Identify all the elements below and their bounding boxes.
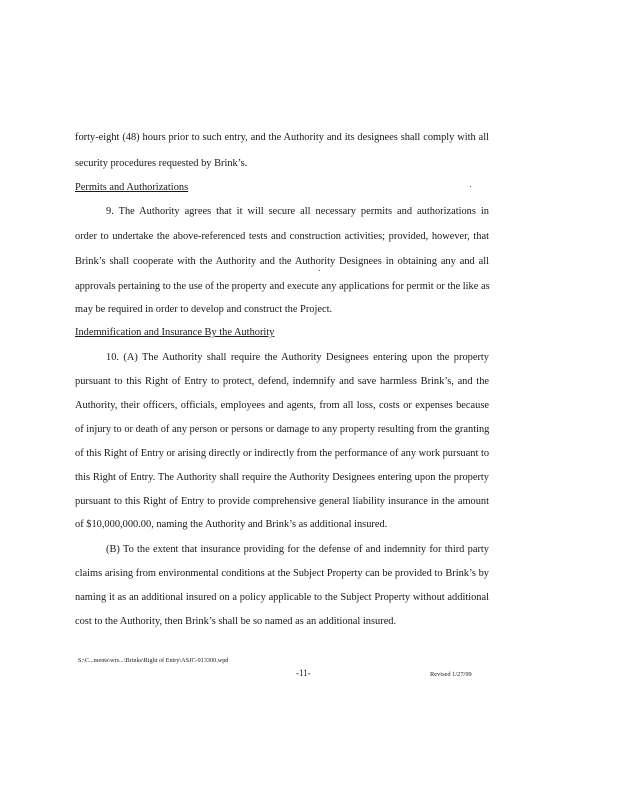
body-line: order to undertake the above-referenced tests and construction activities; provided, however, that (75, 231, 489, 242)
body-line: pursuant to this Right of Entry to protect, defend, indemnify and save harmless Brink’s, and the (75, 376, 489, 387)
body-line: (B) To the extent that insurance providing for the defense of and indemnity for third party (106, 544, 489, 555)
body-line: Brink’s shall cooperate with the Authority and the Authority Designees in obtaining any and all (75, 256, 489, 267)
section-heading-permits: Permits and Authorizations (75, 182, 189, 193)
body-line: may be required in order to develop and construct the Project. (75, 304, 333, 315)
body-line: of injury to or death of any person or persons or damage to any property resulting from the granting (75, 424, 490, 435)
body-line: approvals pertaining to the use of the property and execute any applications for permit or the like as (75, 281, 490, 292)
body-line: of this Right of Entry or arising directly or indirectly from the performance of any work pursuant to (75, 448, 490, 459)
body-line: claims arising from environmental conditions at the Subject Property can be provided to Brink’s by (75, 568, 489, 579)
body-line: 9. The Authority agrees that it will secure all necessary permits and authorizations in (106, 206, 489, 217)
body-line: of $10,000,000.00, naming the Authority and Brink’s as additional insured. (75, 519, 388, 530)
body-line: naming it as an additional insured on a policy applicable to the Subject Property without additional (75, 592, 489, 603)
body-line: pursuant to this Right of Entry to provide comprehensive general liability insurance in the amount (75, 496, 489, 507)
footer-revision-date: Revised 1/27/99 (430, 671, 472, 678)
scan-speck (319, 270, 320, 271)
body-line: security procedures requested by Brink’s. (75, 158, 248, 169)
section-heading-indemnification: Indemnification and Insurance By the Authority (75, 327, 275, 338)
body-line: 10. (A) The Authority shall require the Authority Designees entering upon the property (106, 352, 489, 363)
footer-file-path: S:\C...ments\wrs...\Brinks\Right of Entry\ASJC-913300.wpd (78, 657, 229, 664)
body-line: this Right of Entry. The Authority shall require the Authority Designees entering upon the property (75, 472, 489, 483)
scan-speck (470, 186, 471, 187)
body-line: Authority, their officers, officials, employees and agents, from all loss, costs or expenses because (75, 400, 489, 411)
body-line: cost to the Authority, then Brink’s shall be so named as an additional insured. (75, 616, 397, 627)
body-line: forty-eight (48) hours prior to such entry, and the Authority and its designees shall comply with all (75, 132, 489, 143)
footer-page-number: -11- (296, 668, 311, 678)
